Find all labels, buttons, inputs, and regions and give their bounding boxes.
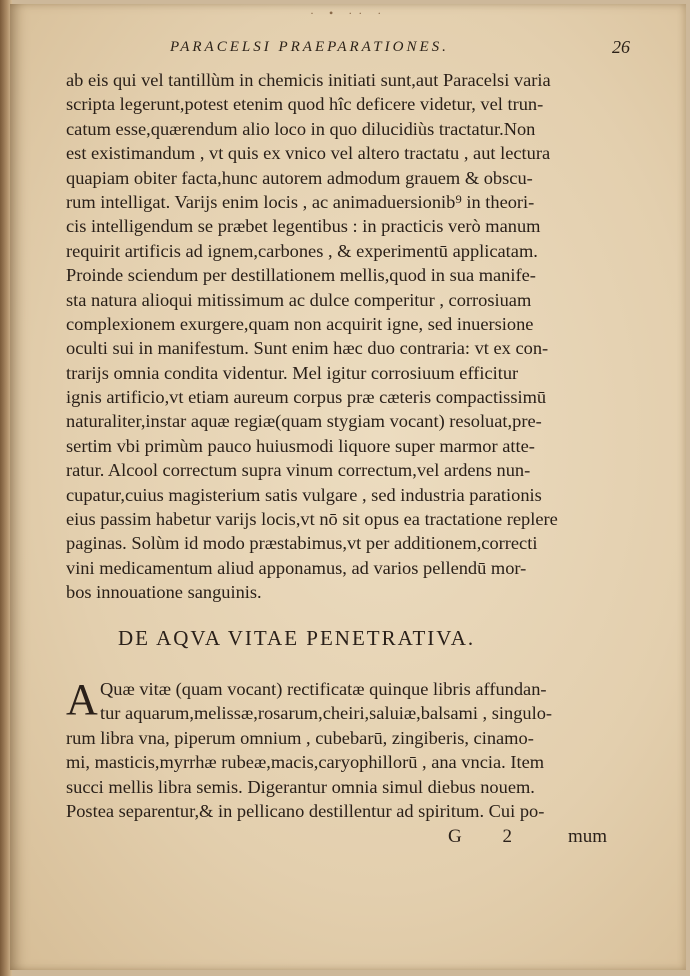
text-line: ab eis qui vel tantillùm in chemicis initiati sunt,aut Paracelsi varia — [66, 70, 551, 90]
catchword: mum — [568, 826, 608, 847]
text-line: ignis artificio,vt etiam aureum corpus præ cæteris compactissimū — [66, 387, 547, 408]
recipe-paragraph — [66, 677, 622, 823]
signature-mark: G 2 — [448, 826, 530, 847]
text-line: eius passim habetur varijs locis,vt nō sit opus ea tractatione replere — [66, 509, 558, 530]
running-title: PARACELSI PRAEPARATIONES. — [170, 39, 449, 55]
text-line: Quæ vitæ (quam vocant) rectificatæ quinque libris affundan- — [100, 679, 547, 699]
main-paragraph — [66, 68, 622, 605]
text-line: Proinde sciendum per destillationem mellis,quod in sua manife- — [66, 265, 536, 286]
text-line: mi, masticis,myrrhæ rubeæ,macis,caryophillorū , ana vncia. Item — [66, 752, 545, 773]
text-line: tur aquarum,melissæ,rosarum,cheiri,saluiæ,balsami , singulo- — [100, 703, 553, 724]
text-line: naturaliter,instar aquæ regiæ(quam stygiam vocant) resoluat,pre- — [66, 411, 542, 432]
folio-number: 26 — [612, 37, 630, 57]
text-line: paginas. Solùm id modo præstabimus,vt per additionem,correcti — [66, 533, 538, 554]
text-line: scripta legerunt,potest etenim quod hîc deficere videtur, vel trun- — [66, 94, 544, 115]
running-header — [170, 37, 630, 59]
text-line: est existimandum , vt quis ex vnico vel altero tractatu , aut lectura — [66, 143, 551, 164]
text-line: oculti sui in manifestum. Sunt enim hæc duo contraria: vt ex con- — [66, 338, 549, 359]
text-line: quapiam obiter facta,hunc autorem admodum grauem & obscu- — [66, 167, 533, 188]
text-line: complexionem exurgere,quam non acquirit igne, sed inuersione — [66, 313, 534, 334]
page-stain: · • ·· · — [310, 6, 388, 20]
text-line: cupatur,cuius magisterium satis vulgare , sed industria parationis — [66, 484, 542, 505]
text-line: Postea separentur,& in pellicano destillentur ad spiritum. Cui po- — [66, 800, 545, 821]
text-line: sertim vbi primùm pauco huiusmodi liquore super marmor atte- — [66, 435, 535, 456]
text-line: rum libra vna, piperum omnium , cubebarū, zingiberis, cinamo- — [66, 727, 534, 748]
drop-cap: A — [66, 675, 98, 724]
text-line: requirit artificis ad ignem,carbones , & experimentū applicatam. — [66, 240, 538, 261]
section-heading: DE AQVA VITAE PENETRATIVA. — [118, 626, 476, 650]
text-line: bos innouatione sanguinis. — [66, 582, 262, 603]
text-line: ratur. Alcool correctum supra vinum correctum,vel ardens nun- — [66, 460, 531, 481]
text-line: trarijs omnia condita videntur. Mel igitur corrosiuum efficitur — [66, 362, 519, 383]
text-line: sta natura alioqui mitissimum ac dulce comperitur , corrosiuam — [66, 289, 532, 310]
text-line: vini medicamentum aliud apponamus, ad varios pellendū mor- — [66, 557, 527, 578]
text-line: catum esse,quærendum alio loco in quo dilucidiùs tractatur.Non — [66, 118, 536, 139]
text-line: succi mellis libra semis. Digerantur omnia simul diebus nouem. — [66, 776, 535, 797]
text-line: cis intelligendum se præbet legentibus : in practicis verò manum — [66, 216, 541, 237]
text-line: rum intelligat. Varijs enim locis , ac animaduersionib⁹ in theori- — [66, 191, 535, 212]
